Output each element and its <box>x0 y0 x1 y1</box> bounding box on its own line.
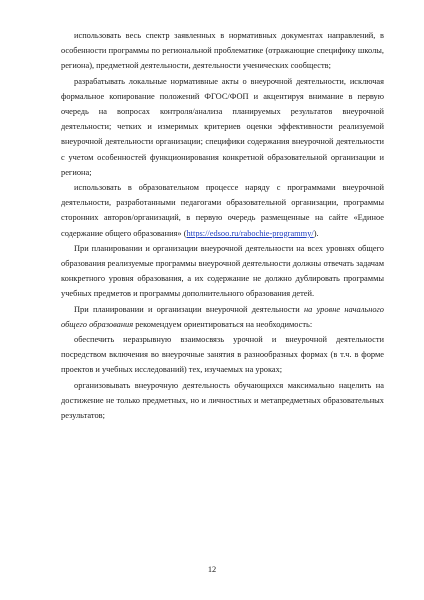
paragraph-directions: использовать весь спектр заявленных в нормативных документах направлений, в особенности программы по региональной проблематике (отражающие специфику школы, региона), предметной деятельности, деятельности ученических сообществ; <box>61 31 384 71</box>
paragraph-results: организовывать внеурочную деятельность обучающихся максимально нацелить на достижение не только предметных, но и личностных и метапредметных образовательных результатов; <box>61 380 384 421</box>
paragraph-primary-level-text: При планировании и организации внеурочной деятельности <box>74 304 304 314</box>
paragraph-primary-level <box>61 302 384 332</box>
edsoo-link[interactable]: https://edsoo.ru/rabochie-programmy/ <box>186 228 314 238</box>
paragraph-link-lessons: обеспечить неразрывную взаимосвязь урочной и внеурочной деятельности посредством включения во внеурочные занятия в разнообразных формах (в т.ч. в форме проектов и учебных исследований) тех, изучаемых на уроках; <box>61 335 384 375</box>
paragraph-local-acts: разрабатывать локальные нормативные акты о внеурочной деятельности, исключая формальное копирование положений ФГОС/ФОП и акцентируя внимание в первую очередь на вопросах контроля/анализа планируемых результатов внеурочной деятельности; четких и измеримых критериев оценки эффективности реализуемой внеурочной деятельности организации; специфики содержания внеурочной деятельности с учетом особенностей функционирования конкретной образовательной организации и региона; <box>61 76 384 177</box>
paragraph-levels: При планировании и организации внеурочной деятельности на всех уровнях общего образования реализуемые программы внеурочной деятельности должны отвечать задачам конкретного уровня образования, а их содержание не должно дублировать программы учебных предметов и программы дополнительного образования детей. <box>61 243 384 299</box>
paragraph-primary-level-tail: рекомендуем ориентироваться на необходимость: <box>133 319 313 329</box>
paragraph-programs-tail: ). <box>313 228 319 238</box>
primary-level-emphasis: на уровне начального общего образования <box>61 304 384 329</box>
page-number: 12 <box>207 565 217 574</box>
paragraph-programs-text: использовать в образовательном процессе наряду с программами внеурочной деятельности, разработанными педагогами образовательной организации, программы сторонних авторов/организаций, в первую очередь размещенные на сайте «Единое содержание общего образования» ( <box>61 183 384 238</box>
paragraph-programs <box>61 180 384 241</box>
